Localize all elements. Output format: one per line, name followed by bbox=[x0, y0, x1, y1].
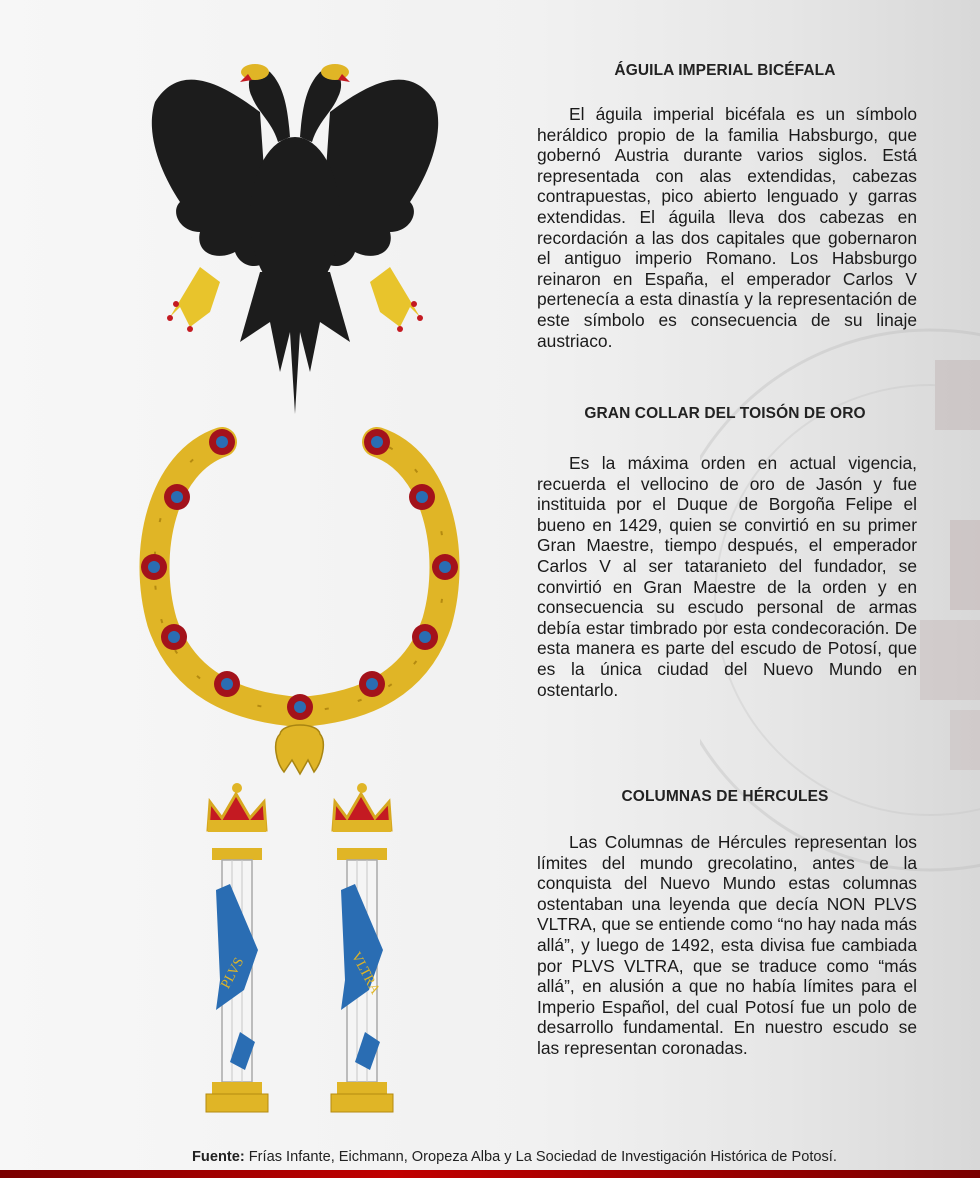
source-text: Frías Infante, Eichmann, Oropeza Alba y La Sociedad de Investigación Histórica de Potosí. bbox=[248, 1149, 837, 1165]
crown-icon bbox=[208, 783, 266, 832]
source-citation bbox=[192, 1149, 952, 1165]
section-body-eagle: El águila imperial bicéfala es un símbolo heráldico propio de la familia Habsburgo, que gobernó Austria durante varios siglos. Está representada con alas extendidas, cabezas contrapuestas, pico abierto lenguado y garras extendidas. El águila lleva dos cabezas en recordación a las dos capitales que gobernaron el antiguo imperio Romano. Los Habsburgo reinaron en España, el emperador Carlos V pertenecía a esta dinastía y la representación de este símbolo es consecuencia de su linaje austriaco. bbox=[537, 104, 917, 351]
golden-fleece-collar-icon bbox=[132, 422, 467, 777]
hercules-columns-icon bbox=[200, 780, 400, 1116]
source-label: Fuente: bbox=[192, 1149, 245, 1165]
section-body-columns: Las Columnas de Hércules representan los límites del mundo grecolatino, antes de la conquista del Nuevo Mundo estas columnas ostentaban una leyenda que decía NON PLVS VLTRA, que se entiende como “no hay nada más allá”, y luego de 1492, esta divisa fue cambiada por PLVS VLTRA, que se traduce como “más allá”, en alusión a que no había límites para el Imperio Español, del cual Potosí fue un polo de desarrollo fundamental. En nuestro escudo se las representan coronadas. bbox=[537, 832, 917, 1058]
section-title-eagle: ÁGUILA IMPERIAL BICÉFALA bbox=[614, 62, 836, 79]
section-title-columns: COLUMNAS DE HÉRCULES bbox=[621, 788, 829, 805]
double-headed-eagle-icon bbox=[140, 42, 450, 414]
bottom-band bbox=[0, 1170, 980, 1178]
section-body-collar: Es la máxima orden en actual vigencia, recuerda el vellocino de oro de Jasón y fue instituida por el Duque de Borgoña Felipe el bueno en 1429, quien se convirtió en su primer Gran Maestre, tiempo después, el emperador Carlos V al ser tataranieto del fundador, se convirtió en Gran Maestre de la orden y en consecuencia su escudo personal de armas debía estar timbrado por esta condecoración. De esta manera es parte del escudo de Potosí, que es la única ciudad del Nuevo Mundo en ostentarlo. bbox=[537, 453, 917, 700]
banner-text-left: PLVS bbox=[218, 955, 248, 992]
banner-text-right: VLTRA bbox=[347, 949, 383, 997]
section-title-collar: GRAN COLLAR DEL TOISÓN DE ORO bbox=[584, 405, 866, 422]
